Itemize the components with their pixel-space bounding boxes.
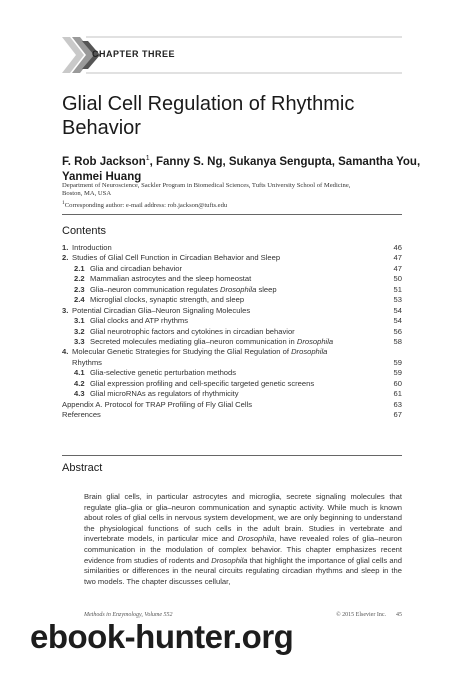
toc-number: 3.3 <box>74 336 85 346</box>
chapter-title: Glial Cell Regulation of Rhythmic Behavior <box>62 93 355 139</box>
toc-page: 47 <box>393 263 402 273</box>
divider <box>62 214 402 215</box>
toc-entry[interactable] <box>62 264 402 274</box>
toc-page: 61 <box>393 389 402 399</box>
toc-page: 67 <box>393 410 402 419</box>
toc-page: 51 <box>393 284 402 294</box>
toc-page: 59 <box>393 357 402 367</box>
abstract-text: Brain glial cells, in particular astrocytes and microglia, secrete signaling molecules that regulate glia–glia or glia–neuron communication and synaptic activity. While much is known about roles of glial cells in nervous system development, we are only beginning to understand the physiological functions of such cells in the adult brain. Studies in vertebrate and invertebrate models, in particular mice and Drosophila, have revealed roles of glia–neuron communication in the modulation of complex behavior. This chapter emphasizes recent evidence from studies of rodents and Drosophila that highlight the importance of glial cells and similarities or differences in the neural circuits regulating circadian rhythms and sleep in the two models. The chapter discusses cellular, <box>84 492 402 586</box>
toc-entry[interactable] <box>62 316 402 326</box>
watermark-logo: ebook-hunter.org <box>30 618 294 655</box>
toc-title: Rhythms <box>72 357 102 367</box>
toc-number: 1. <box>62 243 69 252</box>
toc-entry[interactable] <box>62 274 402 284</box>
toc-entry[interactable] <box>62 306 402 316</box>
toc-number: 2. <box>62 253 69 263</box>
toc-title: Glial clocks and ATP rhythms <box>90 316 189 326</box>
toc-page: 58 <box>393 336 402 346</box>
author-list-line2: Yanmei Huang <box>62 170 142 183</box>
copyright: © 2015 Elsevier Inc. <box>336 612 386 618</box>
toc-number: 2.2 <box>74 274 85 284</box>
toc-title: Glial microRNAs as regulators of rhythmicity <box>90 389 239 399</box>
author-lead: F. Rob Jackson <box>62 155 146 168</box>
chapter-label: CHAPTER THREE <box>92 49 176 59</box>
toc-title: Glial neurotrophic factors and cytokines in circadian behavior <box>90 326 295 336</box>
toc-number: 4.1 <box>74 368 85 378</box>
toc-number: 3.1 <box>74 316 85 326</box>
toc-title: Studies of Glial Cell Function in Circadian Behavior and Sleep <box>72 253 281 263</box>
table-of-contents <box>62 243 402 420</box>
toc-page: 53 <box>393 295 402 305</box>
toc-title: References <box>62 410 101 419</box>
toc-number: 4. <box>62 347 69 357</box>
author-list <box>62 151 422 185</box>
toc-entry[interactable] <box>62 368 402 378</box>
toc-entry[interactable] <box>62 400 402 410</box>
toc-page: 60 <box>393 378 402 388</box>
toc-entry[interactable] <box>62 389 402 399</box>
toc-number: 2.3 <box>74 284 85 294</box>
affiliation-line: Boston, MA, USA <box>62 190 112 198</box>
toc-number: 3. <box>62 305 69 315</box>
toc-number: 4.3 <box>74 389 85 399</box>
toc-page: 56 <box>393 326 402 336</box>
toc-title: Secreted molecules mediating glia–neuron communication in Drosophila <box>90 336 334 346</box>
toc-entry[interactable] <box>62 337 402 347</box>
toc-title: Potential Circadian Glia–Neuron Signaling Molecules <box>72 305 251 315</box>
toc-title: Introduction <box>72 243 112 252</box>
author-list-rest: , Fanny S. Ng, Sukanya Sengupta, Samantha You, <box>149 155 421 168</box>
toc-title: Mammalian astrocytes and the sleep homeostat <box>90 274 252 284</box>
toc-title: Appendix A. Protocol for TRAP Profiling of Fly Glial Cells <box>62 399 253 409</box>
toc-title: Molecular Genetic Strategies for Studying the Glial Regulation of Drosophila <box>72 347 328 357</box>
toc-entry[interactable] <box>62 327 402 337</box>
affiliation-line: Department of Neuroscience, Sackler Program in Biomedical Sciences, Tufts University School of Medicine, <box>62 182 351 189</box>
author-footnote-mark: 1 <box>145 155 150 162</box>
toc-page: 46 <box>393 243 402 252</box>
affiliation <box>62 182 422 210</box>
toc-title: Glial expression profiling and cell-specific targeted genetic screens <box>90 378 315 388</box>
toc-entry[interactable] <box>62 347 402 357</box>
toc-page: 59 <box>393 368 402 378</box>
toc-title: Microglial clocks, synaptic strength, and sleep <box>90 295 245 305</box>
toc-page: 47 <box>393 253 402 263</box>
toc-number: 2.4 <box>74 295 85 305</box>
toc-title: Glia–neuron communication regulates Drosophila sleep <box>90 284 277 294</box>
journal-citation: Methods in Enzymology, Volume 552 <box>84 612 173 618</box>
corresponding-author: $^1$Corresponding author: e-mail address: rob.jackson@tufts.edu <box>62 199 228 209</box>
toc-entry[interactable] <box>62 243 402 253</box>
toc-page: 50 <box>393 274 402 284</box>
toc-number: 3.2 <box>74 326 85 336</box>
toc-entry[interactable] <box>62 410 402 420</box>
abstract-heading: Abstract <box>62 462 103 474</box>
toc-entry[interactable] <box>62 295 402 305</box>
toc-number: 2.1 <box>74 263 85 273</box>
toc-page: 54 <box>393 316 402 326</box>
divider <box>62 455 402 456</box>
toc-entry[interactable] <box>62 379 402 389</box>
toc-title: Glia and circadian behavior <box>90 263 183 273</box>
toc-page: 63 <box>393 399 402 409</box>
page-number: 45 <box>396 612 402 618</box>
toc-number: 4.2 <box>74 378 85 388</box>
toc-entry[interactable] <box>62 358 402 368</box>
toc-entry[interactable] <box>62 253 402 263</box>
toc-entry[interactable] <box>62 285 402 295</box>
toc-page: 54 <box>393 305 402 315</box>
contents-heading: Contents <box>62 225 107 237</box>
toc-title: Glia-selective genetic perturbation methods <box>90 368 237 378</box>
